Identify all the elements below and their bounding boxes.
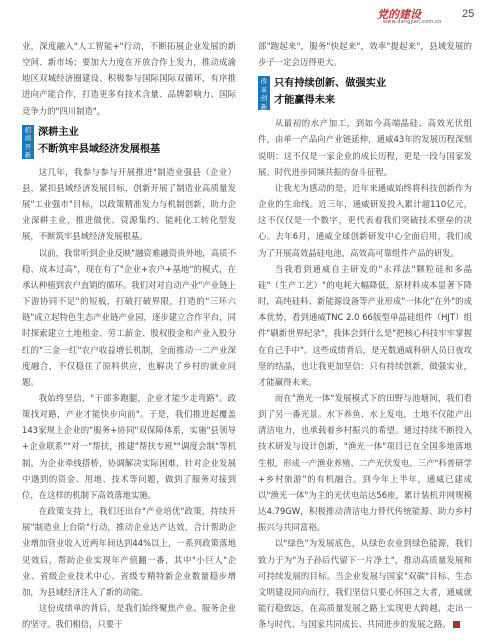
body-paragraph: 从最初的水产加工，到如今高端晶硅、高效光伏组件，由单一产品向产业链延伸，通威43年的发展历程深刻说明：这不仅是一家企业的成长历程，更是一段与国家发展、时代进步同频共振的奋斗征程。 bbox=[258, 118, 472, 177]
right-section-heading bbox=[258, 76, 472, 110]
right-intro-paragraph: 部"跑起来"，服务"快起来"，效率"提起来"，县域发展的步子一定会迈得更大。 bbox=[258, 41, 472, 68]
body-paragraph: 当我看到通威自主研发的"永祥法"颗粒硅和多晶硅"（生产工艺）"的电耗大幅降低，原材料成本显著下降时，高纯硅料、新能源设备等产业形成"一体化"在外"的成本优势，看到通威TNC 2.0 66版型单晶硅组件（HJT）组件"刷新世界纪录"，我体会到什么是"把核心科技牢牢掌握在自己手中"。这些成绩背后，是无数通威科研人员日夜攻坚的结晶，也让我更加坚信：只有持续创新，做强实业，才能赢得未来。 bbox=[258, 263, 472, 387]
body-paragraph: 这份成绩单的背后，是我们始终聚焦产业、服务企业的坚守。我们相信，只要干 bbox=[22, 603, 236, 630]
section-title-line2: 才能赢得未来 bbox=[274, 95, 336, 107]
article-end-mark-icon bbox=[453, 621, 460, 628]
section-title-line1: 只有持续创新、做强实业 bbox=[274, 78, 387, 90]
magazine-url: www.dangjian.com.cn bbox=[383, 19, 442, 25]
page-header bbox=[0, 0, 485, 30]
page-number: 25 bbox=[462, 8, 475, 20]
body-paragraph: 我始终坚信，"干部多跑腿，企业才能少走弯路"。政策找对路，产业才能快步向前"。于是，我们推进起覆盖143家规上企业的"服务+协同"双保障体系，实施"县领导+企业联系""对一"帮扶，推建"帮扶专班""调度会制"等机制，为企业牵线搭桥，协调解决实际困难，针对企业发展中遇到的资金、用地、技术等问题，做到了服务对接到位，在这样的机制下高效落地实施。 bbox=[22, 392, 236, 500]
body-paragraph: 而在"渔光一体"发展模式下的田野与池塘间，我们看到了另一番光景。水下养鱼、水上发电，土地不仅能产出清洁电力，也承载着乡村振兴的希望。通过持续不断投入技术研发与设计创新，"渔光一体"项目已在全国多地落地生根，形成一产渔业养殖、二产光伏发电、三产"科普研学+乡村旅游"的有机融合。到今年上半年，通威已建成以"渔光一体"为主的光伏电站达56座，累计装机并网规模达4.79GW，积极推动清洁电力替代传统能源、助力乡村振兴与共同富裕。 bbox=[258, 392, 472, 533]
body-paragraph: 以前，我常听到企业反映"融资难融资贵外地，高质不稳、成本过高"，现在有了"企业+农户+基地"的模式，在承认种植到农户直销的循环。我们对对自动产业"产业链上下游协同不足"的短板，打破打破界限，打造的"三环六链"成立起特色生态产业链产业园，逐步建立合作平台，同时探索建立土地租金、劳工薪金、股权股金和产业入股分红的"三金一红"农户收益增长机制，全面推动一二产业深度融合，不仅稳住了原料供应，也解决了乡村的就业问题。 bbox=[22, 247, 236, 387]
left-column bbox=[22, 38, 236, 632]
body-paragraph-last bbox=[258, 535, 472, 632]
body-paragraph: 这几年，我参与参与开展推进"制造业强县（企业）县，紧扣县域经济发展目标，创新开展了制造业高质量发展"工业强市"目标，以政策精准发力与机制创新，助力企业深耕主业，推进做优、资源集约、能耗化工转化型发展，不断筑牢县域经济发展根基。 bbox=[22, 166, 236, 242]
left-section-heading bbox=[22, 125, 236, 159]
body-paragraph: 让我尤为感动的是，近年来通威始终将科技创新作为企业的生命线。近三年，通威研发投入累计超110亿元，这不仅仅是一个数字，更代表着我们突破技术壁垒的决心。去年6月，通威全球创新研发中心全面启用，我们成为了开展高效晶硅电池，高效高可靠组件产品的研发。 bbox=[258, 182, 472, 258]
section-title-line1: 深耕主业 bbox=[38, 126, 79, 138]
section-tag: 招商开新 bbox=[22, 125, 34, 159]
right-column bbox=[258, 38, 472, 632]
left-intro-paragraph: 业，深度融入"人工智能+"行动，不断拓展企业发展的新空间、新市场；要加大力度在开放合作上发力，推动成渝地区双城经济圈建设、积极参与国际国际双循环，有序推进向产能合作，打造更多有技术含量、品牌影响力、国际竞争力的"四川制造"。 bbox=[22, 41, 236, 116]
section-tag: 改革创新 bbox=[258, 76, 270, 110]
last-paragraph-text: 以"绿色"为发展底色，从绿色农业到绿色能源，我们致力于为"为子孙后代留下一片净土"，推动高质量发展和可持续发展的目标。当企业发展与国家"双碳"目标、生态文明建设同向而行，我们坚信只要心怀国之大者，通威就能行稳致远，在高质量发展之路上实现更大跨越，走出一条与时代、与国家共同成长、共同进步的发展之路。 bbox=[258, 538, 472, 630]
magazine-logo: 党的建设 bbox=[377, 8, 421, 21]
body-paragraph: 在政策支持上，我们还出台"产业培优"政策，持续开展"制造业上台阶"行动，推动企业达产达效，合计帮助企业增加营业收入近两年间达到44%以上，一系列政策落地见效后，帮助企业实现年产值翻一番，其中"小巨人"企业、省级企业技术中心、省级专精特新企业数量稳步增加，为县域经济注入了新的动能。 bbox=[22, 506, 236, 597]
section-title-line2: 不断筑牢县域经济发展根基 bbox=[38, 143, 161, 155]
